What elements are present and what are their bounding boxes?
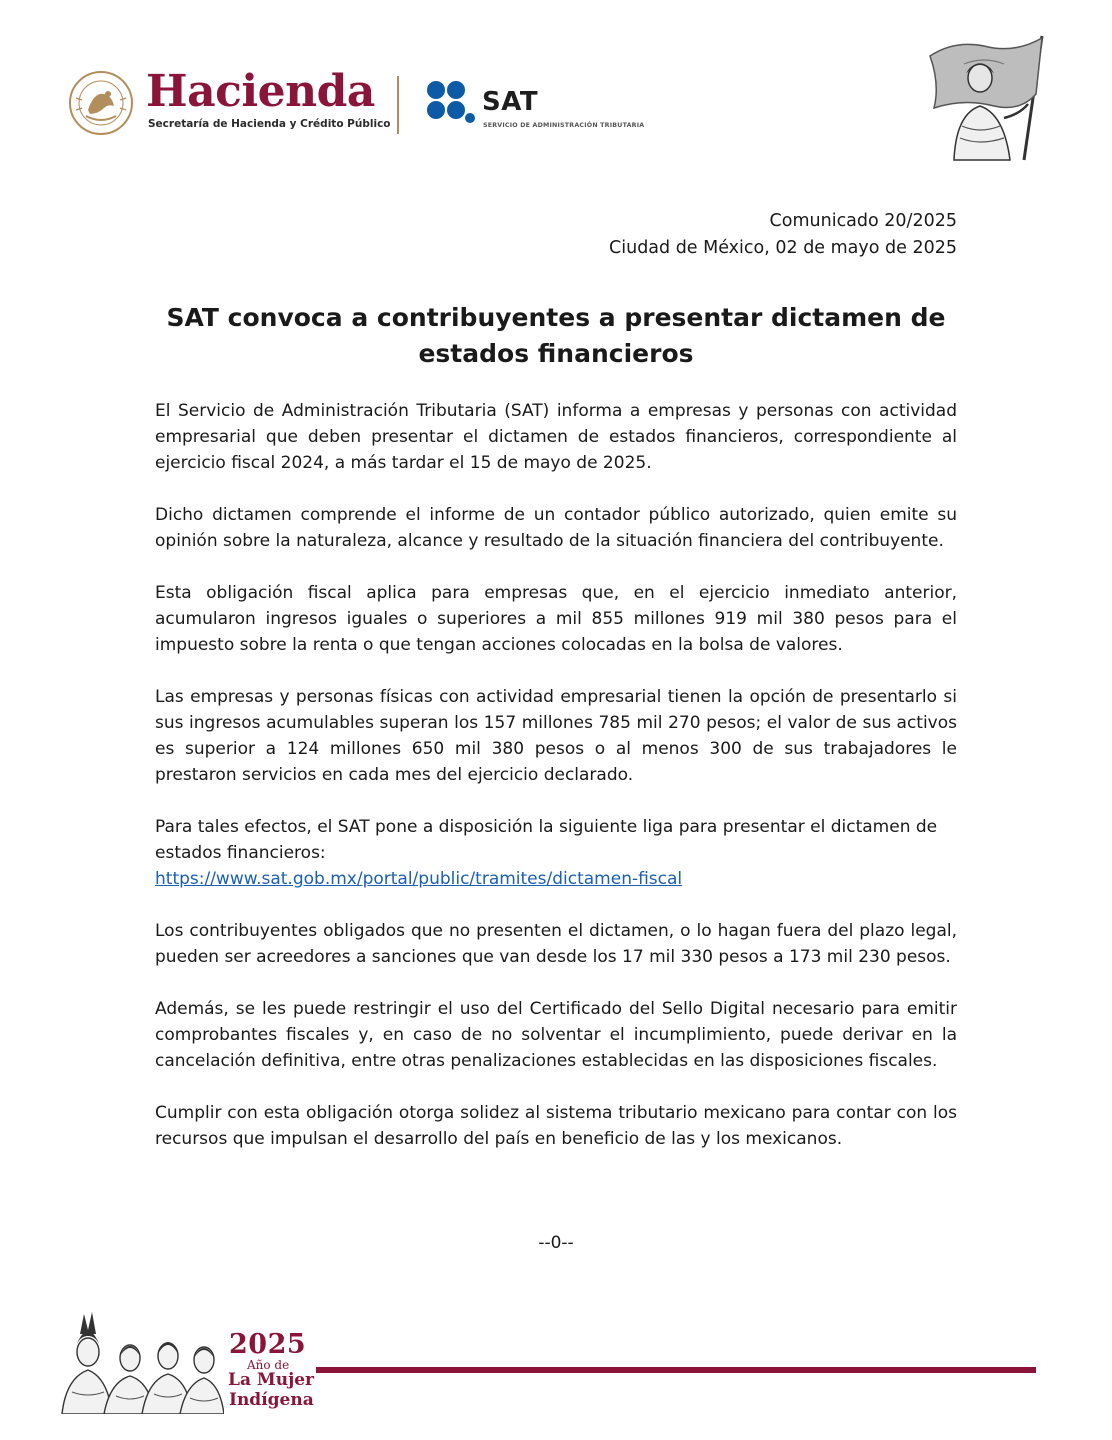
letterhead [0,0,1112,180]
end-mark: --0-- [538,1233,574,1253]
paragraph: El Servicio de Administración Tributaria (SAT) informa a empresas y personas con actividad empresarial que deben presentar el dictamen de estados financieros, correspondiente al ejercicio fiscal 2024, a más tardar el 15 de mayo de 2025. [155,401,957,473]
woman-with-flag-illustration [924,34,1048,162]
paragraph: Cumplir con esta obligación otorga solidez al sistema tributario mexicano para contar con los recursos que impulsan el desarrollo del país en beneficio de las y los mexicanos. [155,1103,957,1149]
footer-indigena: Indígena [229,1390,314,1410]
press-release-body [155,398,957,1178]
footer-divider-bar [316,1367,1036,1373]
sat-subtitle: SERVICIO DE ADMINISTRACIÓN TRIBUTARIA [483,122,645,129]
footer-la-mujer: La Mujer [228,1370,314,1390]
press-release-title: SAT convoca a contribuyentes a presentar dictamen de estados financieros [166,303,946,368]
hacienda-subtitle: Secretaría de Hacienda y Crédito Público [148,118,391,130]
sat-logo-word: SAT [482,87,539,117]
indigenous-women-illustration [58,1306,224,1414]
footer-ano-de: Año de [247,1358,290,1372]
document-meta [609,208,957,262]
paragraph: Dicho dictamen comprende el informe de un contador público autorizado, quien emite su opinión sobre la naturaleza, alcance y resultado de la situación financiera del contribuyente. [155,505,957,551]
place-and-date: Ciudad de México, 02 de mayo de 2025 [609,238,957,258]
paragraph-text: Para tales efectos, el SAT pone a disposición la siguiente liga para presentar el dictamen de estados financieros: [155,817,938,863]
footer-year: 2025 [229,1329,307,1360]
logo-divider [397,76,399,134]
paragraph: Los contribuyentes obligados que no presenten el dictamen, o lo hagan fuera del plazo legal, pueden ser acreedores a sanciones que van desde los 17 mil 330 pesos a 173 mil 230 pesos. [155,921,957,967]
hacienda-logo-word: Hacienda [146,66,375,117]
paragraph-with-link [155,814,957,892]
mexican-coat-of-arms-seal [68,70,134,136]
paragraph: Esta obligación fiscal aplica para empresas que, en el ejercicio inmediato anterior, acumularon ingresos iguales o superiores a mil 855 millones 919 mil 380 pesos para el impuesto sobre la renta o que tengan acciones colocadas en la bolsa de valores. [155,583,957,655]
paragraph: Además, se les puede restringir el uso del Certificado del Sello Digital necesario para emitir comprobantes fiscales y, en caso de no solventar el incumplimiento, puede derivar en la cancelación definitiva, entre otras penalizaciones establecidas en las disposiciones fiscales. [155,999,957,1071]
comunicado-number: Comunicado 20/2025 [769,211,957,231]
sat-logo-icon [426,80,476,130]
paragraph: Las empresas y personas físicas con actividad empresarial tienen la opción de presentarlo si sus ingresos acumulables superan los 157 millones 785 mil 270 pesos; el valor de sus activos es superior a 124 millones 650 mil 380 pesos o al menos 300 de sus trabajadores le prestaron servicios en cada mes del ejercicio declarado. [155,687,957,785]
dictamen-fiscal-link[interactable]: https://www.sat.gob.mx/portal/public/tramites/dictamen-fiscal [155,869,683,889]
